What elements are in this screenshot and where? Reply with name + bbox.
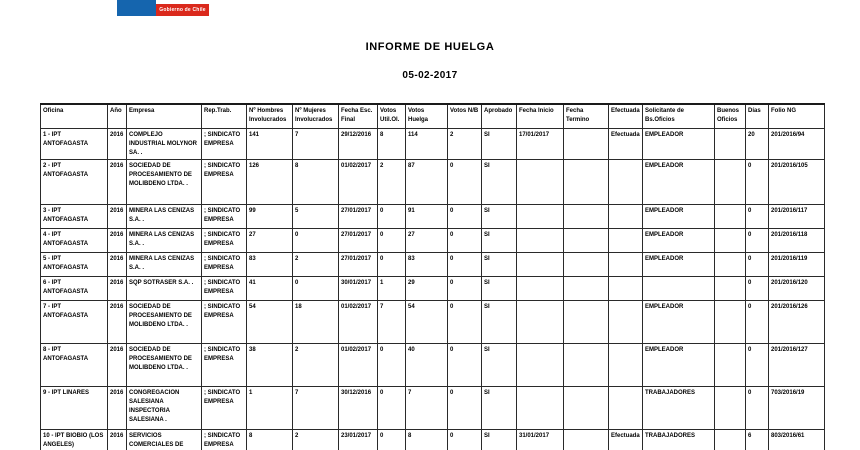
table-cell: 0	[378, 228, 406, 252]
table-cell: ; SINDICATO EMPRESA	[202, 204, 247, 228]
table-cell: 8 - IPT ANTOFAGASTA	[41, 343, 108, 386]
table-cell: 8	[378, 128, 406, 159]
table-cell: SQP SOTRASER S.A. .	[127, 276, 202, 300]
table-cell: 2016	[108, 228, 127, 252]
table-cell: SI	[482, 128, 517, 159]
table-row	[41, 276, 825, 300]
table-cell	[517, 343, 564, 386]
table-cell: 6 - IPT ANTOFAGASTA	[41, 276, 108, 300]
table-cell	[517, 252, 564, 276]
table-cell: 27	[247, 228, 293, 252]
logo-red-band	[156, 4, 209, 16]
table-row	[41, 429, 825, 450]
table-cell: 0	[746, 159, 769, 204]
table-cell: MINERA LAS CENIZAS S.A. .	[127, 204, 202, 228]
header-row	[41, 104, 825, 128]
table-cell: 27/01/2017	[339, 204, 378, 228]
table-cell	[643, 276, 715, 300]
table-cell: COMPLEJO INDUSTRIAL MOLYNOR SA. .	[127, 128, 202, 159]
table-cell	[609, 204, 643, 228]
table-cell: 0	[448, 429, 482, 450]
table-cell: SOCIEDAD DE PROCESAMIENTO DE MOLIBDENO LTDA. .	[127, 300, 202, 343]
table-cell	[609, 300, 643, 343]
table-cell: 38	[247, 343, 293, 386]
table-cell: ; SINDICATO EMPRESA	[202, 128, 247, 159]
table-cell: 31/01/2017	[517, 429, 564, 450]
table-cell: 7	[293, 386, 339, 429]
column-header: Días	[746, 104, 769, 128]
table-cell: 201/2016/117	[769, 204, 825, 228]
table-cell: 18	[293, 300, 339, 343]
table-cell: 27/01/2017	[339, 228, 378, 252]
table-cell: Efectuada	[609, 429, 643, 450]
table-cell: 9 - IPT LINARES	[41, 386, 108, 429]
column-header: Fecha Inicio	[517, 104, 564, 128]
table-cell: 114	[406, 128, 448, 159]
table-cell: 0	[378, 343, 406, 386]
table-cell: 201/2016/120	[769, 276, 825, 300]
table-cell	[715, 228, 746, 252]
column-header: Buenos Oficios	[715, 104, 746, 128]
table-cell: 7	[378, 300, 406, 343]
table-cell: 20	[746, 128, 769, 159]
table-cell: 99	[247, 204, 293, 228]
table-cell: 201/2016/105	[769, 159, 825, 204]
table-cell: 5	[293, 204, 339, 228]
table-cell: 7	[406, 386, 448, 429]
table-cell: 141	[247, 128, 293, 159]
page-title: INFORME DE HUELGA	[365, 41, 495, 53]
column-header: Rep.Trab.	[202, 104, 247, 128]
table-cell: 91	[406, 204, 448, 228]
table-cell: 0	[746, 204, 769, 228]
table-cell: 0	[448, 159, 482, 204]
logo-text: Gobierno de Chile	[159, 7, 206, 13]
table-cell	[609, 276, 643, 300]
table-cell	[517, 276, 564, 300]
table-cell	[564, 276, 609, 300]
table-cell	[715, 429, 746, 450]
table-cell: 2016	[108, 276, 127, 300]
table-cell: 0	[378, 204, 406, 228]
table-cell: EMPLEADOR	[643, 300, 715, 343]
table-cell: 0	[448, 276, 482, 300]
table-cell: 2016	[108, 386, 127, 429]
table-cell: 83	[406, 252, 448, 276]
table-cell	[564, 204, 609, 228]
table-cell: 0	[746, 386, 769, 429]
table-cell: 0	[746, 228, 769, 252]
table-row	[41, 228, 825, 252]
table-cell	[517, 300, 564, 343]
table-cell	[715, 128, 746, 159]
table-cell: 0	[293, 276, 339, 300]
table-cell: 10 - IPT BIOBIO (LOS ANGELES)	[41, 429, 108, 450]
table-cell: SI	[482, 228, 517, 252]
table-cell: ; SINDICATO EMPRESA	[202, 429, 247, 450]
table-cell: 17/01/2017	[517, 128, 564, 159]
table-cell: SOCIEDAD DE PROCESAMIENTO DE MOLIBDENO LTDA. .	[127, 159, 202, 204]
table-cell: 2016	[108, 204, 127, 228]
table-cell: 0	[378, 429, 406, 450]
table-cell	[609, 386, 643, 429]
column-header: Votos N/B	[448, 104, 482, 128]
table-cell: 2	[293, 429, 339, 450]
table-cell: 1	[378, 276, 406, 300]
column-header: Votos Util.Ol.	[378, 104, 406, 128]
table-cell: 803/2016/61	[769, 429, 825, 450]
column-header: Año	[108, 104, 127, 128]
table-cell	[609, 228, 643, 252]
table-cell: 703/2016/19	[769, 386, 825, 429]
table-cell: 0	[746, 252, 769, 276]
table-cell: ; SINDICATO EMPRESA	[202, 159, 247, 204]
table-cell	[517, 159, 564, 204]
table-cell: 2016	[108, 159, 127, 204]
table-cell: 27	[406, 228, 448, 252]
table-cell: 2	[293, 343, 339, 386]
table-cell: 0	[746, 276, 769, 300]
table-cell	[609, 343, 643, 386]
table-cell: SERVICIOS COMERCIALES DE	[127, 429, 202, 450]
table-cell: 30/12/2016	[339, 386, 378, 429]
column-header: Fecha Esc. Final	[339, 104, 378, 128]
table-cell: 5 - IPT ANTOFAGASTA	[41, 252, 108, 276]
table-cell: 0	[746, 300, 769, 343]
table-cell: 2	[293, 252, 339, 276]
table-cell: SI	[482, 276, 517, 300]
table-row	[41, 159, 825, 204]
table-cell	[715, 300, 746, 343]
column-header: Oficina	[41, 104, 108, 128]
table-cell: 0	[448, 343, 482, 386]
column-header: Folio NG	[769, 104, 825, 128]
table-cell: MINERA LAS CENIZAS S.A. .	[127, 252, 202, 276]
table-cell: ; SINDICATO EMPRESA	[202, 386, 247, 429]
table-row	[41, 343, 825, 386]
table-cell: 2016	[108, 343, 127, 386]
table-cell	[715, 252, 746, 276]
table-cell	[517, 204, 564, 228]
table-cell: ; SINDICATO EMPRESA	[202, 252, 247, 276]
table-cell: SI	[482, 343, 517, 386]
table-cell	[609, 252, 643, 276]
column-header: Efectuada	[609, 104, 643, 128]
table-cell: EMPLEADOR	[643, 228, 715, 252]
report-date: 05-02-2017	[402, 70, 458, 81]
table-cell: 201/2016/127	[769, 343, 825, 386]
table-cell: SOCIEDAD DE PROCESAMIENTO DE MOLIBDENO LTDA. .	[127, 343, 202, 386]
column-header: Votos Huelga	[406, 104, 448, 128]
table-cell: 201/2016/119	[769, 252, 825, 276]
table-cell: 0	[378, 386, 406, 429]
table-cell: SI	[482, 429, 517, 450]
table-cell: EMPLEADOR	[643, 159, 715, 204]
table-cell	[715, 204, 746, 228]
table-cell: 201/2016/94	[769, 128, 825, 159]
table-cell	[564, 228, 609, 252]
table-cell: SI	[482, 252, 517, 276]
table-cell: 40	[406, 343, 448, 386]
table-cell: SI	[482, 204, 517, 228]
table-cell: EMPLEADOR	[643, 343, 715, 386]
table-cell: 54	[406, 300, 448, 343]
table-cell	[564, 159, 609, 204]
table-cell: 01/02/2017	[339, 159, 378, 204]
table-cell: 2016	[108, 300, 127, 343]
table-cell: 126	[247, 159, 293, 204]
table-cell: 29/12/2016	[339, 128, 378, 159]
table-body	[41, 128, 825, 450]
table-cell: 6	[746, 429, 769, 450]
table-cell: 2016	[108, 252, 127, 276]
table-cell: TRABAJADORES	[643, 429, 715, 450]
table-cell: 8	[293, 159, 339, 204]
huelga-table	[40, 103, 825, 450]
table-cell: 83	[247, 252, 293, 276]
column-header: Solicitante de Bs.Oficios	[643, 104, 715, 128]
table-cell: 23/01/2017	[339, 429, 378, 450]
table-cell: 41	[247, 276, 293, 300]
table-cell: ; SINDICATO EMPRESA	[202, 343, 247, 386]
table-cell	[564, 300, 609, 343]
table-cell: 0	[448, 386, 482, 429]
table-cell: 0	[746, 343, 769, 386]
table-cell: 7 - IPT ANTOFAGASTA	[41, 300, 108, 343]
table-cell: 201/2016/126	[769, 300, 825, 343]
table-cell	[564, 343, 609, 386]
column-header: Aprobado	[482, 104, 517, 128]
table-row	[41, 252, 825, 276]
table-cell: Efectuada	[609, 128, 643, 159]
table-cell: ; SINDICATO EMPRESA	[202, 228, 247, 252]
table-cell	[715, 159, 746, 204]
table-cell	[564, 128, 609, 159]
table-cell: 3 - IPT ANTOFAGASTA	[41, 204, 108, 228]
table-cell: 01/02/2017	[339, 343, 378, 386]
table-cell: 2	[378, 159, 406, 204]
table-cell: 1 - IPT ANTOFAGASTA	[41, 128, 108, 159]
table-cell: ; SINDICATO EMPRESA	[202, 300, 247, 343]
table-cell: 2016	[108, 128, 127, 159]
table-cell	[517, 386, 564, 429]
table-cell: SI	[482, 300, 517, 343]
table-cell: 2	[448, 128, 482, 159]
table-cell: 0	[448, 252, 482, 276]
table-cell: 1	[247, 386, 293, 429]
table-cell: EMPLEADOR	[643, 252, 715, 276]
table-row	[41, 204, 825, 228]
table-cell: 29	[406, 276, 448, 300]
gobierno-de-chile-logo	[117, 0, 209, 16]
table-cell: 0	[293, 228, 339, 252]
table-cell: 7	[293, 128, 339, 159]
table-row	[41, 128, 825, 159]
table-cell	[564, 386, 609, 429]
table-cell: EMPLEADOR	[643, 204, 715, 228]
table-cell: 0	[378, 252, 406, 276]
table-cell: 30/01/2017	[339, 276, 378, 300]
table-cell: 201/2016/118	[769, 228, 825, 252]
table-cell: 87	[406, 159, 448, 204]
logo-blue-flag	[117, 0, 156, 16]
table-cell: 0	[448, 228, 482, 252]
table-cell: ; SINDICATO EMPRESA	[202, 276, 247, 300]
table-cell: 54	[247, 300, 293, 343]
table-cell: 27/01/2017	[339, 252, 378, 276]
column-header: Nº Hombres Involucrados	[247, 104, 293, 128]
table-cell: SI	[482, 159, 517, 204]
table-cell: 0	[448, 204, 482, 228]
column-header: Empresa	[127, 104, 202, 128]
table-cell: 4 - IPT ANTOFAGASTA	[41, 228, 108, 252]
table-cell: TRABAJADORES	[643, 386, 715, 429]
table-cell: EMPLEADOR	[643, 128, 715, 159]
table-cell	[517, 228, 564, 252]
table-cell: 8	[247, 429, 293, 450]
table-cell: 2 - IPT ANTOFAGASTA	[41, 159, 108, 204]
table-cell: 2016	[108, 429, 127, 450]
table-cell	[609, 159, 643, 204]
table-row	[41, 300, 825, 343]
table-cell: MINERA LAS CENIZAS S.A. .	[127, 228, 202, 252]
table-cell: 01/02/2017	[339, 300, 378, 343]
table-cell	[715, 343, 746, 386]
table-cell	[715, 276, 746, 300]
column-header: Nº Mujeres Involucrados	[293, 104, 339, 128]
table-row	[41, 386, 825, 429]
table-cell	[564, 252, 609, 276]
table-cell: CONGREGACION SALESIANA INSPECTORIA SALESIANA .	[127, 386, 202, 429]
table-cell: 8	[406, 429, 448, 450]
table-cell	[715, 386, 746, 429]
column-header: Fecha Termino	[564, 104, 609, 128]
table-cell: SI	[482, 386, 517, 429]
table-cell: 0	[448, 300, 482, 343]
table-cell	[564, 429, 609, 450]
